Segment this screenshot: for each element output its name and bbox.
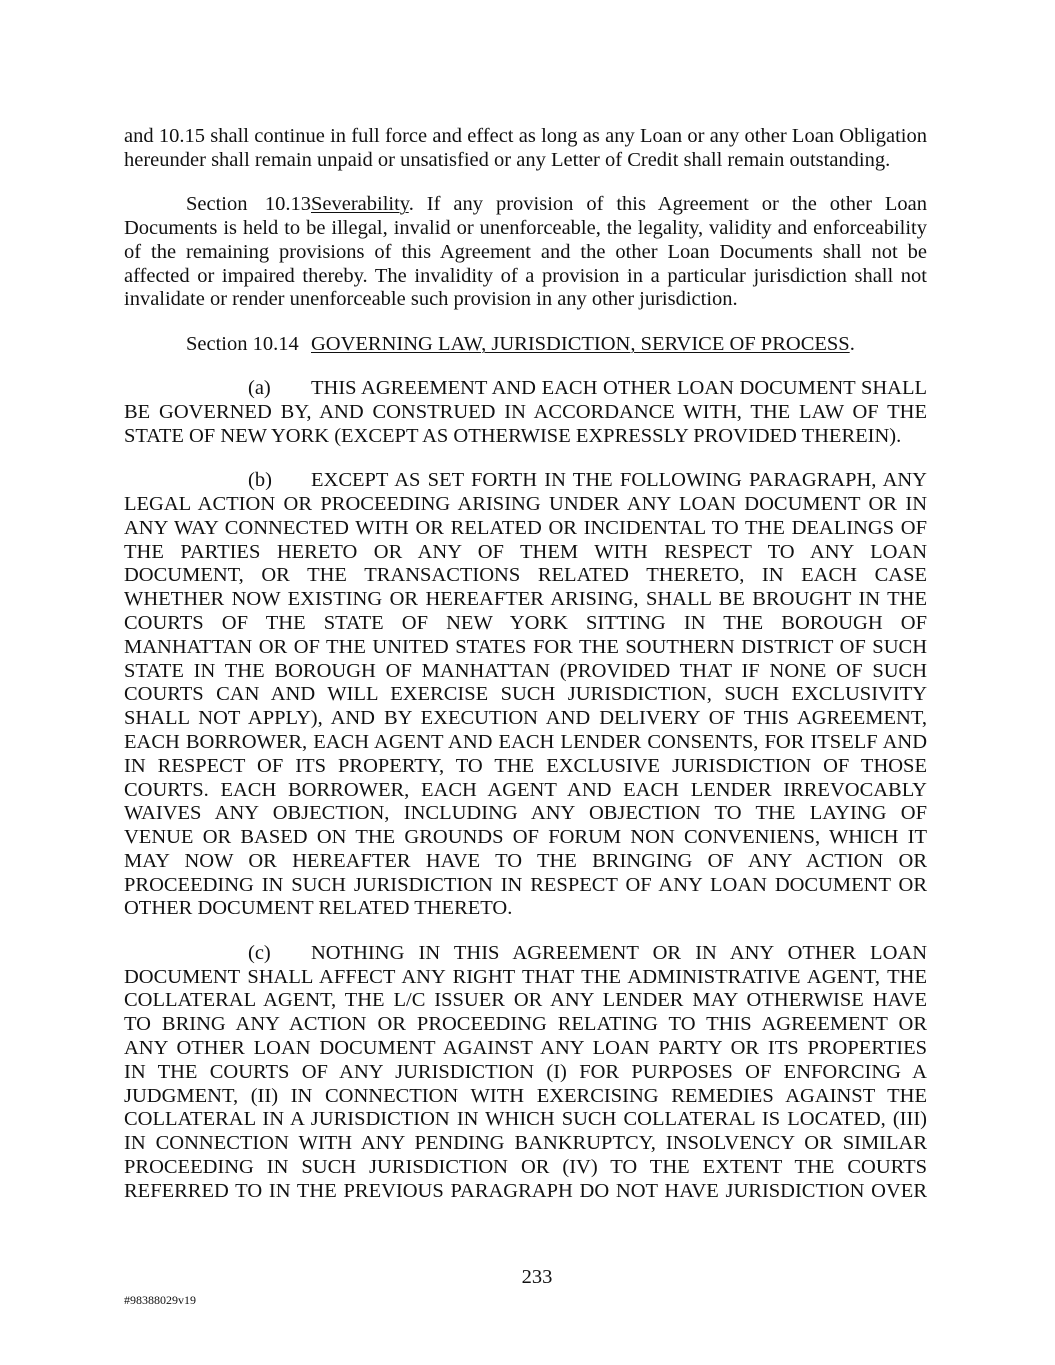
clause-body-lines	[124, 966, 927, 1204]
text-line: REFERRED TO IN THE PREVIOUS PARAGRAPH DO NOT HAVE JURISDICTION OVER	[124, 1179, 927, 1202]
text-line: ANY OTHER LOAN DOCUMENT AGAINST ANY LOAN PARTY OR ITS PROPERTIES	[124, 1037, 927, 1060]
section-text: . If any provision of this Agreement or the other Loan	[408, 193, 927, 216]
section-number: Section 10.14	[186, 332, 299, 355]
text-line: IN CONNECTION WITH ANY PENDING BANKRUPTCY, INSOLVENCY OR SIMILAR	[124, 1132, 927, 1155]
clause-text: EXCEPT AS SET FORTH IN THE FOLLOWING PARAGRAPH, ANY	[311, 469, 927, 492]
text-line: DOCUMENT, OR THE TRANSACTIONS RELATED THERETO, IN EACH CASE	[124, 564, 927, 587]
section-title-end: .	[849, 332, 855, 355]
section-title: GOVERNING LAW, JURISDICTION, SERVICE OF PROCESS	[311, 332, 850, 355]
text-line: MANHATTAN OR OF THE UNITED STATES FOR THE SOUTHERN DISTRICT OF SUCH	[124, 635, 927, 658]
text-line: VENUE OR BASED ON THE GROUNDS OF FORUM NON CONVENIENS, WHICH IT	[124, 826, 927, 849]
clause-body-lines	[124, 493, 927, 921]
text-line: WAIVES ANY OBJECTION, INCLUDING ANY OBJECTION TO THE LAYING OF	[124, 802, 927, 825]
text-line: BE GOVERNED BY, AND CONSTRUED IN ACCORDANCE WITH, THE LAW OF THE	[124, 400, 927, 423]
page-number: 233	[521, 1266, 553, 1288]
text-line: STATE IN THE BOROUGH OF MANHATTAN (PROVIDED THAT IF NONE OF SUCH	[124, 659, 927, 682]
text-line: DOCUMENT SHALL AFFECT ANY RIGHT THAT THE ADMINISTRATIVE AGENT, THE	[124, 965, 927, 988]
text-line: invalidate or render unenforceable such provision in any other jurisdiction.	[124, 288, 738, 311]
clause-b	[124, 469, 927, 921]
text-line: JUDGMENT, (II) IN CONNECTION WITH EXERCISING REMEDIES AGAINST THE	[124, 1084, 927, 1107]
text-line: TO BRING ANY ACTION OR PROCEEDING RELATING TO THIS AGREEMENT OR	[124, 1013, 927, 1036]
text-line: PROCEEDING IN SUCH JURISDICTION IN RESPECT OF ANY LOAN DOCUMENT OR	[124, 873, 927, 896]
clause-text: THIS AGREEMENT AND EACH OTHER LOAN DOCUMENT SHALL	[311, 377, 927, 400]
clause-label: (b)	[248, 469, 272, 492]
text-line: SHALL NOT APPLY), AND BY EXECUTION AND DELIVERY OF THIS AGREEMENT,	[124, 707, 927, 730]
section-body-lines	[124, 217, 927, 312]
clause-label: (a)	[248, 377, 271, 400]
clause-text: NOTHING IN THIS AGREEMENT OR IN ANY OTHER LOAN	[311, 941, 927, 964]
text-line: COURTS OF THE STATE OF NEW YORK SITTING IN THE BOROUGH OF	[124, 611, 927, 634]
text-line: PROCEEDING IN SUCH JURISDICTION OR (IV) TO THE EXTENT THE COURTS	[124, 1156, 927, 1179]
text-line: COLLATERAL IN A JURISDICTION IN WHICH SUCH COLLATERAL IS LOCATED, (III)	[124, 1108, 927, 1131]
section-first-line	[124, 193, 927, 217]
clause-first-line	[124, 942, 927, 966]
text-line: LEGAL ACTION OR PROCEEDING ARISING UNDER ANY LOAN DOCUMENT OR IN	[124, 492, 927, 515]
document-id: #98388029v19	[124, 1293, 196, 1307]
text-line: STATE OF NEW YORK (EXCEPT AS OTHERWISE EXPRESSLY PROVIDED THEREIN).	[124, 424, 902, 447]
text-line: EACH BORROWER, EACH AGENT AND EACH LENDER CONSENTS, FOR ITSELF AND	[124, 730, 927, 753]
text-line: COURTS. EACH BORROWER, EACH AGENT AND EACH LENDER IRREVOCABLY	[124, 778, 927, 801]
document-body	[124, 125, 927, 1224]
section-10-14-heading	[124, 333, 927, 357]
text-line: of the remaining provisions of this Agreement and the other Loan Documents shall not be	[124, 240, 927, 263]
clause-body-lines	[124, 401, 927, 449]
text-line: OTHER DOCUMENT RELATED THERETO.	[124, 897, 513, 920]
section-title: Severability	[311, 193, 409, 216]
text-line: and 10.15 shall continue in full force and effect as long as any Loan or any other Loan Obligation	[124, 125, 927, 147]
section-10-13-paragraph	[124, 193, 927, 312]
text-line: MAY NOW OR HEREAFTER HAVE TO THE BRINGING OF ANY ACTION OR	[124, 849, 927, 872]
section-number: Section 10.13	[186, 193, 311, 216]
text-line: COURTS CAN AND WILL EXERCISE SUCH JURISDICTION, SUCH EXCLUSIVITY	[124, 683, 927, 706]
text-line: IN RESPECT OF ITS PROPERTY, TO THE EXCLUSIVE JURISDICTION OF THOSE	[124, 754, 927, 777]
text-line: IN THE COURTS OF ANY JURISDICTION (I) FOR PURPOSES OF ENFORCING A	[124, 1060, 927, 1083]
clause-c	[124, 942, 927, 1204]
text-line: affected or impaired thereby. The invalidity of a provision in a particular jurisdiction shall not	[124, 264, 927, 287]
text-line: THE PARTIES HERETO OR ANY OF THEM WITH RESPECT TO ANY LOAN	[124, 540, 927, 563]
text-line: WHETHER NOW EXISTING OR HEREAFTER ARISING, SHALL BE BROUGHT IN THE	[124, 588, 927, 611]
text-line: Documents is held to be illegal, invalid or unenforceable, the legality, validity and enforceability	[124, 216, 927, 239]
text-line: ANY WAY CONNECTED WITH OR RELATED OR INCIDENTAL TO THE DEALINGS OF	[124, 516, 927, 539]
text-line: hereunder shall remain unpaid or unsatisfied or any Letter of Credit shall remain outstanding.	[124, 148, 891, 171]
clause-a	[124, 377, 927, 448]
text-line: COLLATERAL AGENT, THE L/C ISSUER OR ANY LENDER MAY OTHERWISE HAVE	[124, 989, 927, 1012]
clause-first-line	[124, 377, 927, 401]
clause-first-line	[124, 469, 927, 493]
continuation-paragraph	[124, 125, 927, 173]
clause-label: (c)	[248, 941, 271, 964]
